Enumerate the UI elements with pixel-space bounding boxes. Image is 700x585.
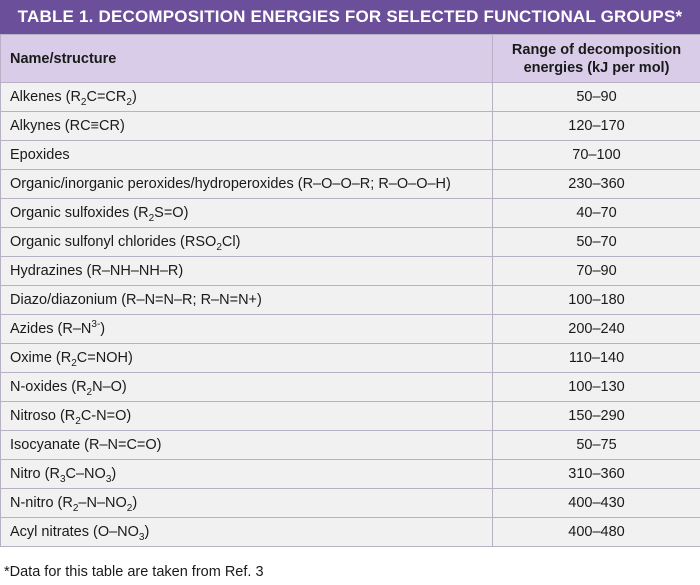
table-row [1,141,700,170]
table-row [1,170,700,199]
cell-energy-range: 110–140 [493,344,700,373]
cell-energy-range: 50–70 [493,228,700,257]
cell-energy-range: 150–290 [493,402,700,431]
cell-name-structure: Diazo/diazonium (R–N=N–R; R–N=N+) [1,286,493,315]
footnote: *Data for this table are taken from Ref. 3 [4,564,264,580]
cell-energy-range: 230–360 [493,170,700,199]
table-row [1,518,700,547]
header-range [493,35,700,83]
header-range-line1: Range of decomposition [511,41,682,58]
cell-energy-range: 100–130 [493,373,700,402]
table-row [1,373,700,402]
table-title: TABLE 1. DECOMPOSITION ENERGIES FOR SELECTED FUNCTIONAL GROUPS* [0,0,700,34]
table-row [1,402,700,431]
cell-energy-range: 70–100 [493,141,700,170]
table-row [1,257,700,286]
table-row [1,199,700,228]
cell-name-structure: Isocyanate (R–N=C=O) [1,431,493,460]
cell-energy-range: 100–180 [493,286,700,315]
decomposition-energies-table [0,34,700,547]
table-row [1,112,700,141]
cell-energy-range: 70–90 [493,257,700,286]
header-range-line2: energies (kJ per mol) [523,59,670,76]
cell-name-structure: Organic/inorganic peroxides/hydroperoxides (R–O–O–R; R–O–O–H) [1,170,493,199]
cell-name-structure: Azides $(R-N^{3-})$ [1,315,493,344]
cell-energy-range: 200–240 [493,315,700,344]
table-body [1,83,700,547]
cell-name-structure: Alkynes (RC≡CR) [1,112,493,141]
cell-energy-range: 40–70 [493,199,700,228]
cell-name-structure: Alkenes $(R_2C=CR_2)$ [1,83,493,112]
cell-energy-range: 400–480 [493,518,700,547]
cell-energy-range: 400–430 [493,489,700,518]
cell-name-structure: Oxime $(R_2C=NOH)$ [1,344,493,373]
table-row [1,489,700,518]
cell-name-structure: N-nitro $(R_2-N-NO_2)$ [1,489,493,518]
cell-name-structure: Nitro $(R_3C-NO_3)$ [1,460,493,489]
table-row [1,286,700,315]
cell-name-structure: N-oxides $(R_2N-O)$ [1,373,493,402]
cell-energy-range: 310–360 [493,460,700,489]
cell-name-structure: Hydrazines (R–NH–NH–R) [1,257,493,286]
table-row [1,83,700,112]
cell-name-structure: Organic sulfonyl chlorides $(RSO_2Cl)$ [1,228,493,257]
cell-energy-range: 50–75 [493,431,700,460]
table-row [1,344,700,373]
table-row [1,431,700,460]
cell-name-structure: Epoxides [1,141,493,170]
table-header-row [1,35,700,83]
cell-name-structure: Organic sulfoxides $(R_2S=O)$ [1,199,493,228]
cell-name-structure: Acyl nitrates $(O-NO_3)$ [1,518,493,547]
table-row [1,315,700,344]
cell-name-structure: Nitroso $(R_2C-N=O)$ [1,402,493,431]
header-name-structure: Name/structure [1,35,493,83]
table-row [1,228,700,257]
table-row [1,460,700,489]
cell-energy-range: 50–90 [493,83,700,112]
cell-energy-range: 120–170 [493,112,700,141]
